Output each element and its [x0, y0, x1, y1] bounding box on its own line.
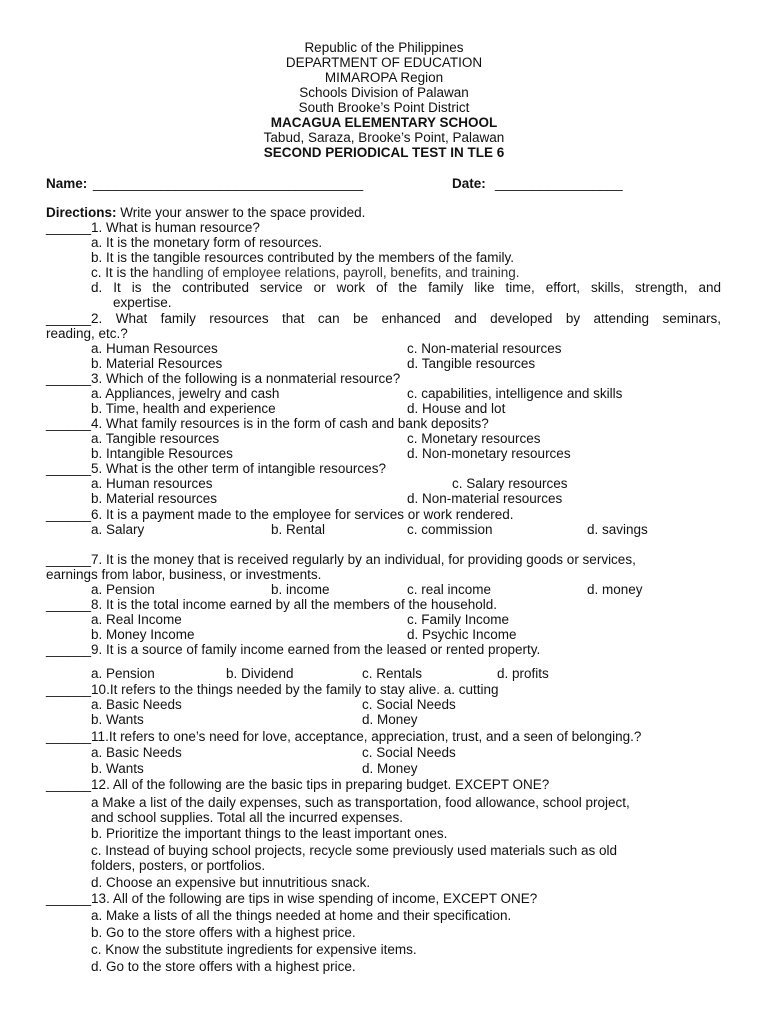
q2-option-c: c. Non-material resources — [407, 341, 562, 356]
q11-option-d: d. Money — [362, 761, 418, 776]
q5-option-a: a. Human resources — [91, 476, 213, 491]
q13-option-d: d. Go to the store offers with a highest price. — [91, 959, 356, 974]
q2-option-d: d. Tangible resources — [407, 356, 536, 371]
q9-option-c: c. Rentals — [362, 666, 423, 681]
q3-option-d: d. House and lot — [407, 401, 506, 416]
q8-option-a: a. Real Income — [91, 612, 182, 627]
q5-option-b: b. Material resources — [91, 491, 218, 506]
q1-option-a: a. It is the monetary form of resources. — [91, 235, 323, 250]
q12-option-c-cont: folders, posters, or portfolios. — [91, 858, 266, 873]
q8-stem: ______8. It is the total income earned by all the members of the household. — [46, 597, 498, 612]
q10-option-a: a. Basic Needs — [91, 697, 182, 712]
q4-option-d: d. Non-monetary resources — [407, 446, 571, 461]
school-address: Tabud, Saraza, Brooke’s Point, Palawan — [263, 130, 505, 145]
q3-option-b: b. Time, health and experience — [91, 401, 276, 416]
q7-option-c: c. real income — [407, 582, 492, 597]
q1-option-c-rest: handling of employee relations, payroll, benefits, and training. — [148, 265, 520, 280]
header-region: MIMAROPA Region — [324, 70, 444, 85]
q9-option-b: b. Dividend — [226, 666, 294, 681]
q1-option-c — [91, 265, 520, 280]
q5-option-c: c. Salary resources — [452, 476, 568, 491]
q3-option-a: a. Appliances, jewelry and cash — [91, 386, 280, 401]
header-district: South Brooke’s Point District — [298, 100, 470, 115]
q1-option-b: b. It is the tangible resources contributed by the members of the family. — [91, 250, 514, 265]
q13-option-b: b. Go to the store offers with a highest price. — [91, 925, 356, 940]
q13-option-a: a. Make a lists of all the things needed at home and their specification. — [91, 908, 512, 923]
q12-option-c: c. Instead of buying school projects, recycle some previously used materials such as old — [91, 843, 618, 858]
q7-stem-cont: earnings from labor, business, or investments. — [46, 567, 322, 582]
name-blank[interactable]: ____________________________________ — [93, 176, 364, 191]
q2-stem: ______2. What family resources that can be enhanced and developed by attending seminars, — [46, 311, 721, 326]
q4-option-c: c. Monetary resources — [407, 431, 541, 446]
q4-option-a: a. Tangible resources — [91, 431, 220, 446]
q1-option-d: d. It is the contributed service or work of the family like time, effort, skills, strength, and — [91, 280, 721, 295]
q5-stem: ______5. What is the other term of intangible resources? — [46, 461, 386, 476]
header-division: Schools Division of Palawan — [299, 85, 469, 100]
directions-text: Write your answer to the space provided. — [116, 205, 366, 220]
q13-option-c: c. Know the substitute ingredients for expensive items. — [91, 942, 417, 957]
q5-option-d: d. Non-material resources — [407, 491, 563, 506]
q11-stem: ______11.It refers to one’s need for love, acceptance, appreciation, trust, and a seen of belonging.? — [46, 729, 642, 744]
header-department: DEPARTMENT OF EDUCATION — [285, 55, 483, 70]
q2-stem-cont: reading, etc.? — [46, 326, 128, 341]
q12-option-d: d. Choose an expensive but innutritious snack. — [91, 875, 371, 890]
q12-option-a: a Make a list of the daily expenses, such as transportation, food allowance, school project, — [91, 795, 630, 810]
q9-option-d: d. profits — [497, 666, 549, 681]
test-title: SECOND PERIODICAL TEST IN TLE 6 — [263, 145, 505, 160]
header-republic: Republic of the Philippines — [304, 40, 464, 55]
q9-stem: ______9. It is a source of family income earned from the leased or rented property. — [46, 642, 541, 657]
q11-option-c: c. Social Needs — [362, 745, 456, 760]
q4-option-b: b. Intangible Resources — [91, 446, 233, 461]
q10-option-c: c. Social Needs — [362, 697, 456, 712]
date-label: Date: — [452, 176, 486, 191]
q1-stem: ______1. What is human resource? — [46, 220, 260, 235]
q13-stem: ______13. All of the following are tips in wise spending of income, EXCEPT ONE? — [46, 891, 538, 906]
q2-option-b: b. Material Resources — [91, 356, 223, 371]
q6-option-a: a. Salary — [91, 522, 145, 537]
q7-option-b: b. income — [271, 582, 330, 597]
q2-option-a: a. Human Resources — [91, 341, 218, 356]
q1-option-d-cont: expertise. — [113, 295, 172, 310]
q10-option-d: d. Money — [362, 712, 418, 727]
q9-option-a: a. Pension — [91, 666, 155, 681]
q10-stem: ______10.It refers to the things needed by the family to stay alive. a. cutting — [46, 682, 499, 697]
q6-stem: ______6. It is a payment made to the employee for services or work rendered. — [46, 507, 514, 522]
q7-option-d: d. money — [587, 582, 643, 597]
q12-stem: ______12. All of the following are the basic tips in preparing budget. EXCEPT ONE? — [46, 777, 550, 792]
q11-option-a: a. Basic Needs — [91, 745, 182, 760]
q8-option-c: c. Family Income — [407, 612, 510, 627]
q12-option-a-cont: and school supplies. Total all the incurred expenses. — [91, 810, 403, 825]
q6-option-d: d. savings — [587, 522, 648, 537]
name-label: Name: — [46, 176, 88, 191]
q6-option-b: b. Rental — [271, 522, 326, 537]
q4-stem: ______4. What family resources is in the form of cash and bank deposits? — [46, 416, 489, 431]
q8-option-d: d. Psychic Income — [407, 627, 517, 642]
q10-option-b: b. Wants — [91, 712, 144, 727]
directions — [46, 205, 365, 220]
q11-option-b: b. Wants — [91, 761, 144, 776]
q12-option-b: b. Prioritize the important things to the least important ones. — [91, 826, 448, 841]
q7-option-a: a. Pension — [91, 582, 155, 597]
date-blank[interactable]: _________________ — [495, 176, 623, 191]
q3-stem: ______3. Which of the following is a nonmaterial resource? — [46, 371, 401, 386]
q6-option-c: c. commission — [407, 522, 493, 537]
directions-label: Directions: — [46, 205, 117, 220]
q3-option-c: c. capabilities, intelligence and skills — [407, 386, 623, 401]
q8-option-b: b. Money Income — [91, 627, 195, 642]
q1-option-c-prefix: c. It is the — [91, 265, 149, 280]
q7-stem: ______7. It is the money that is received regularly by an individual, for providing goods or services, — [46, 552, 636, 567]
school-name: MACAGUA ELEMENTARY SCHOOL — [270, 115, 498, 130]
